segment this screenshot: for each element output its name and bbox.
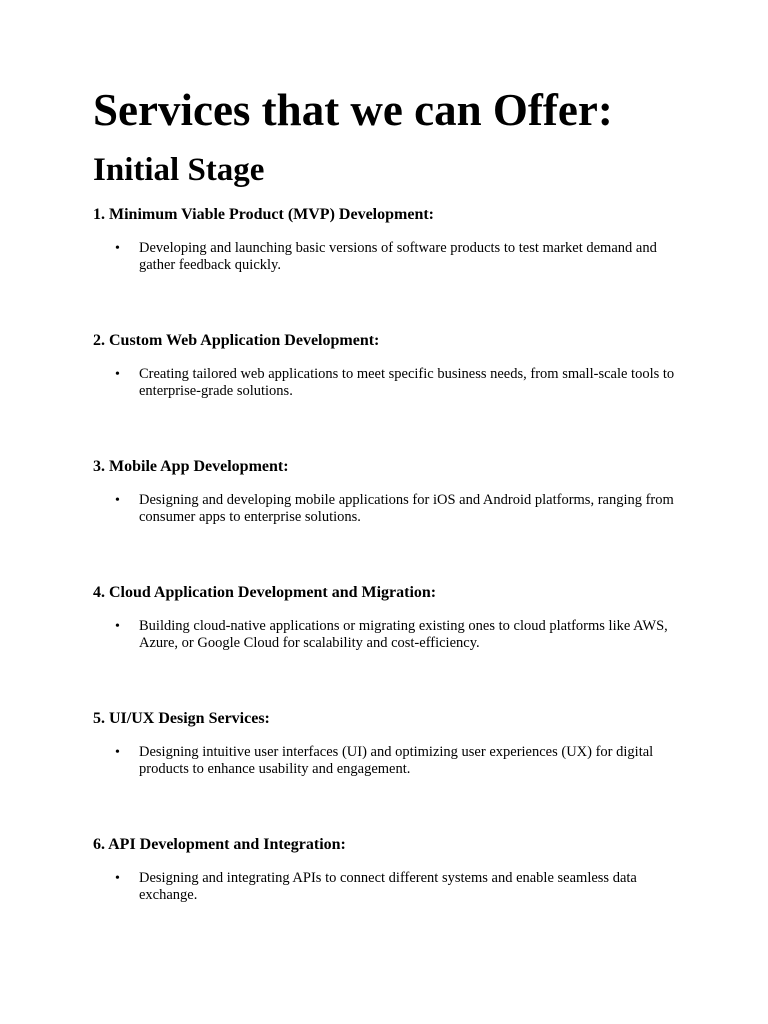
service-bullet: [93, 240, 676, 274]
service-bullet: [93, 366, 676, 400]
service-item: [93, 331, 676, 400]
section-title: Initial Stage: [93, 151, 265, 188]
service-item: [93, 583, 676, 652]
service-bullet: [93, 492, 676, 526]
service-heading: 2. Custom Web Application Development:: [93, 331, 380, 349]
service-bullet-list: [93, 744, 676, 778]
service-bullet-text: Building cloud-native applications or migrating existing ones to cloud platforms like AWS, Azure, or Google Cloud for scalability and cost-efficiency.: [139, 617, 668, 651]
service-item: [93, 835, 676, 904]
service-bullet-text: Designing and integrating APIs to connect different systems and enable seamless data exchange.: [139, 869, 637, 903]
service-bullet-list: [93, 492, 676, 526]
bullet-icon: •: [115, 366, 120, 382]
service-heading: 5. UI/UX Design Services:: [93, 709, 270, 727]
service-heading: 4. Cloud Application Development and Migration:: [93, 583, 437, 601]
service-item: [93, 457, 676, 526]
service-bullet-text: Creating tailored web applications to meet specific business needs, from small-scale tools to enterprise-grade solutions.: [139, 365, 675, 399]
service-heading: 1. Minimum Viable Product (MVP) Development:: [93, 205, 434, 223]
service-heading: 6. API Development and Integration:: [93, 835, 346, 853]
document-title: Services that we can Offer:: [93, 85, 613, 135]
bullet-icon: •: [115, 744, 120, 760]
service-heading: 3. Mobile App Development:: [93, 457, 289, 475]
service-bullet: [93, 870, 676, 904]
service-bullet: [93, 744, 676, 778]
service-bullet-list: [93, 870, 676, 904]
bullet-icon: •: [115, 870, 120, 886]
service-bullet-text: Designing intuitive user interfaces (UI) and optimizing user experiences (UX) for digital products to enhance usability and engagement.: [139, 743, 654, 777]
service-item: [93, 709, 676, 778]
service-bullet-text: Designing and developing mobile applications for iOS and Android platforms, ranging from consumer apps to enterprise solutions.: [139, 491, 674, 525]
bullet-icon: •: [115, 618, 120, 634]
bullet-icon: •: [115, 492, 120, 508]
service-bullet-list: [93, 366, 676, 400]
bullet-icon: •: [115, 240, 120, 256]
service-item: [93, 205, 676, 274]
service-bullet-list: [93, 618, 676, 652]
service-bullet-list: [93, 240, 676, 274]
service-bullet: [93, 618, 676, 652]
service-bullet-text: Developing and launching basic versions of software products to test market demand and gather feedback quickly.: [139, 239, 657, 273]
